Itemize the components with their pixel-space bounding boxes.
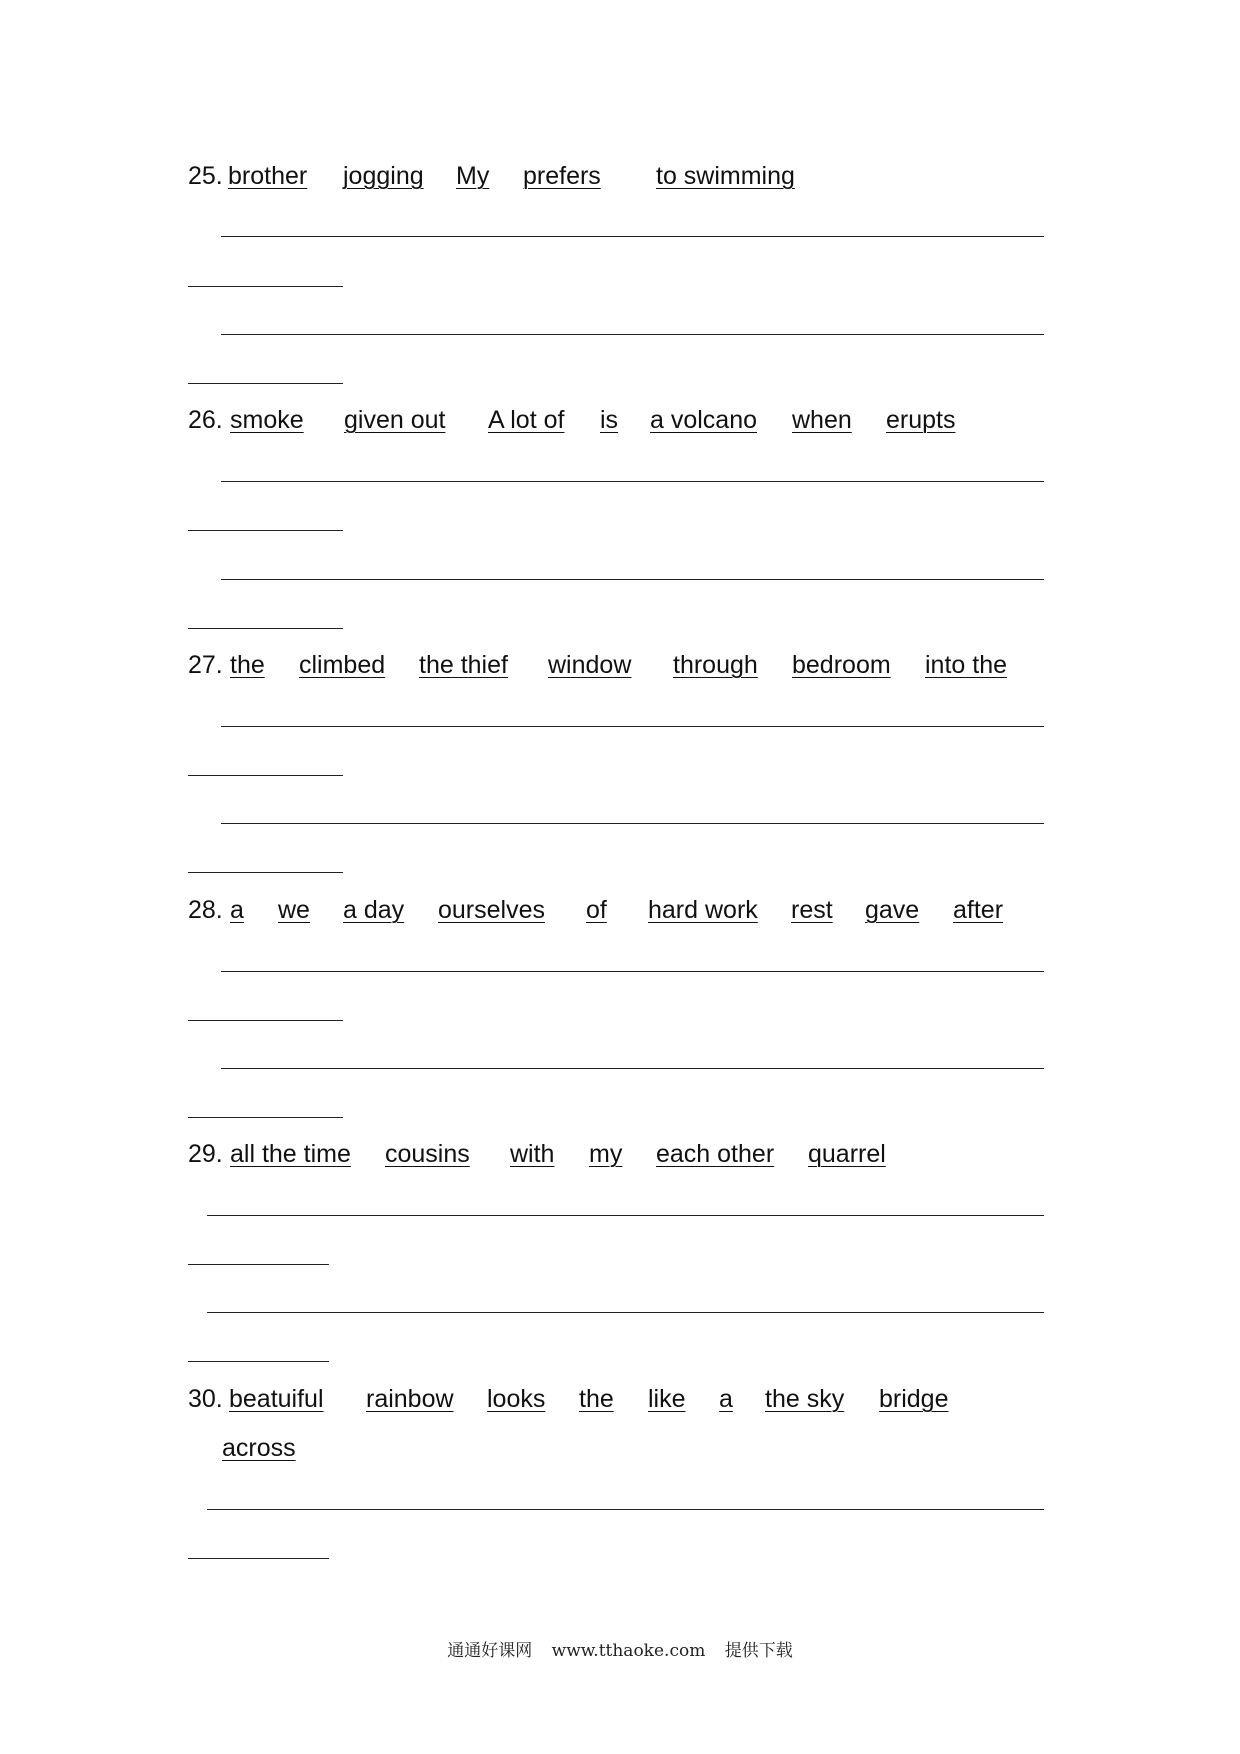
word-tile: prefers bbox=[523, 162, 601, 190]
word-tile: hard work bbox=[648, 896, 758, 924]
answer-line bbox=[207, 1312, 1044, 1313]
word-tile: window bbox=[548, 651, 632, 679]
word-tile: through bbox=[673, 651, 758, 679]
answer-line bbox=[207, 1215, 1044, 1216]
answer-line-end bbox=[188, 530, 343, 531]
answer-line bbox=[221, 726, 1044, 727]
footer-site-name: 通通好课网 bbox=[447, 1641, 533, 1661]
question-30 bbox=[188, 1384, 949, 1414]
question-number: 25. bbox=[188, 162, 223, 190]
footer-url[interactable]: www.tthaoke.com bbox=[551, 1641, 706, 1661]
word-tile: gave bbox=[865, 896, 920, 924]
word-tile: a bbox=[719, 1385, 733, 1413]
answer-line-end bbox=[188, 383, 343, 384]
answer-line-end bbox=[188, 1020, 343, 1021]
word-tile: a bbox=[230, 896, 244, 924]
question-number: 27. bbox=[188, 651, 223, 679]
question-28 bbox=[188, 895, 1004, 925]
word-tile: of bbox=[586, 896, 607, 924]
word-tile: beatuiful bbox=[229, 1385, 324, 1413]
answer-line bbox=[221, 1068, 1044, 1069]
word-tile: cousins bbox=[385, 1140, 470, 1168]
question-number: 26. bbox=[188, 406, 223, 434]
question-25 bbox=[188, 161, 795, 191]
word-tile: the bbox=[579, 1385, 614, 1413]
word-tile: to swimming bbox=[656, 162, 795, 190]
answer-line-end bbox=[188, 1264, 329, 1265]
answer-line bbox=[221, 579, 1044, 580]
question-27 bbox=[188, 650, 1008, 680]
answer-line-end bbox=[188, 1117, 343, 1118]
answer-line bbox=[207, 1509, 1044, 1510]
word-tile: a day bbox=[343, 896, 405, 924]
word-tile: looks bbox=[487, 1385, 546, 1413]
word-tile: jogging bbox=[343, 162, 424, 190]
word-tile: across bbox=[222, 1434, 296, 1462]
word-tile: all the time bbox=[230, 1140, 351, 1168]
answer-line-end bbox=[188, 775, 343, 776]
question-29 bbox=[188, 1139, 886, 1169]
answer-line bbox=[221, 823, 1044, 824]
answer-line bbox=[221, 481, 1044, 482]
word-tile: given out bbox=[344, 406, 446, 434]
word-tile: with bbox=[510, 1140, 555, 1168]
answer-line bbox=[221, 971, 1044, 972]
footer-credit bbox=[0, 1636, 1240, 1661]
word-tile: My bbox=[456, 162, 490, 190]
word-tile: rainbow bbox=[366, 1385, 454, 1413]
word-tile: erupts bbox=[886, 406, 956, 434]
word-tile: the bbox=[230, 651, 265, 679]
word-tile: like bbox=[648, 1385, 686, 1413]
word-tile: smoke bbox=[230, 406, 304, 434]
question-number: 29. bbox=[188, 1140, 223, 1168]
answer-line-end bbox=[188, 1558, 329, 1559]
word-tile: the thief bbox=[419, 651, 508, 679]
word-tile: ourselves bbox=[438, 896, 545, 924]
word-tile: A lot of bbox=[488, 406, 565, 434]
word-tile: we bbox=[278, 896, 310, 924]
word-tile: after bbox=[953, 896, 1004, 924]
word-tile: when bbox=[792, 406, 852, 434]
question-26 bbox=[188, 405, 956, 435]
word-tile: climbed bbox=[299, 651, 386, 679]
word-tile: a volcano bbox=[650, 406, 758, 434]
answer-line bbox=[221, 236, 1044, 237]
word-tile: rest bbox=[791, 896, 833, 924]
word-tile: brother bbox=[228, 162, 308, 190]
answer-line-end bbox=[188, 872, 343, 873]
word-tile: is bbox=[600, 406, 619, 434]
word-tile: into the bbox=[925, 651, 1008, 679]
question-number: 30. bbox=[188, 1385, 223, 1413]
answer-line-end bbox=[188, 286, 343, 287]
answer-line-end bbox=[188, 628, 343, 629]
word-tile: bridge bbox=[879, 1385, 949, 1413]
word-tile: bedroom bbox=[792, 651, 891, 679]
answer-line bbox=[221, 334, 1044, 335]
answer-line-end bbox=[188, 1361, 329, 1362]
word-tile: my bbox=[589, 1140, 623, 1168]
footer-suffix: 提供下载 bbox=[724, 1641, 793, 1661]
word-tile: the sky bbox=[765, 1385, 845, 1413]
word-tile: quarrel bbox=[808, 1140, 886, 1168]
word-tile: each other bbox=[656, 1140, 775, 1168]
question-number: 28. bbox=[188, 896, 223, 924]
